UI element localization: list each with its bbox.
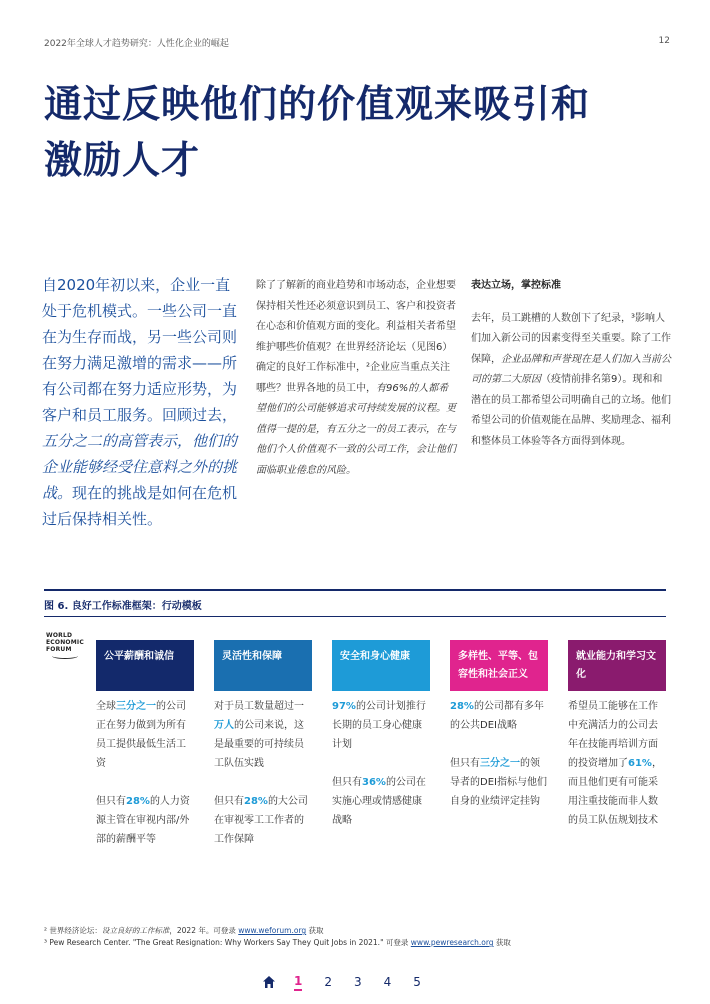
page-header <box>44 36 670 50</box>
stat-text: 但只有 <box>214 796 244 807</box>
stat-highlight: 28% <box>126 796 150 807</box>
column-2-text: 除了了解新的商业趋势和市场动态，企业想要保持相关性还必须意识到员工、客户和投资者在心态和价值观方面的变化。利益相关者希望维护哪些价值观？在世界经济论坛（见图6）确定的良好工作标准中，²企业应当重点关注哪些？世界各地的员工中， <box>256 280 456 394</box>
stat-text: 的人力资源主管在审视内部/外部的薪酬平等 <box>96 796 190 845</box>
pillar-stat <box>96 792 194 849</box>
document-title: 2022年全球人才趋势研究：人性化企业的崛起 <box>44 39 229 49</box>
body-column-2 <box>256 276 456 481</box>
column-3-emphasis: 企业品牌和声誉现在是人们加入当前公司的第二大原因 <box>471 353 671 385</box>
wef-swoosh-icon <box>52 653 78 659</box>
intro-part-3: 现在的挑战是如何在危机过后保持相关性。 <box>42 484 238 528</box>
stat-text: ，而且他们更有可能采用注重技能而非人数的员工队伍规划技术 <box>568 758 662 826</box>
pillar-flexibility <box>214 640 312 868</box>
page-navigation <box>262 972 443 992</box>
pillar-stat <box>450 697 548 735</box>
footnote-text: 获取 <box>493 938 511 947</box>
page-title-line-2: 激励人才 <box>44 138 201 182</box>
stat-highlight: 三分之一 <box>480 758 520 769</box>
intro-highlight: 五分之二的高管表示，他们的企业能够经受住意料之外的挑战。 <box>42 432 238 502</box>
body-column-3 <box>471 276 671 452</box>
footnote-emphasis: 设立良好的工作标准 <box>101 926 170 935</box>
stat-text: 对于员工数量超过一 <box>214 701 304 712</box>
page-link-1[interactable]: 1 <box>294 974 302 991</box>
pillar-stat <box>332 697 430 754</box>
footnote-2 <box>44 925 664 937</box>
footnotes <box>44 925 664 949</box>
stat-highlight: 三分之一 <box>116 701 156 712</box>
page-link-2[interactable]: 2 <box>324 975 332 989</box>
wef-logo-line-3: FORUM <box>46 646 72 653</box>
stat-text: 全球 <box>96 701 116 712</box>
page-link-5[interactable]: 5 <box>413 975 421 989</box>
stat-text: 的公司在实施心理或情感健康战略 <box>332 777 426 826</box>
home-icon[interactable] <box>262 975 276 989</box>
figure-title-rule <box>44 616 666 617</box>
pillar-stat <box>332 773 430 830</box>
pillar-stat <box>214 792 312 849</box>
footnote-text: ，2022 年。可登录 <box>169 926 239 935</box>
figure-title: 图 6. 良好工作标准框架：行动模板 <box>44 601 202 612</box>
pillar-stat <box>450 754 548 811</box>
pillar-stat <box>214 697 312 773</box>
pillar-body <box>96 691 194 849</box>
pewresearch-link[interactable]: www.pewresearch.org <box>410 938 494 947</box>
pillar-header: 多样性、平等、包容性和社会正义 <box>450 640 548 691</box>
page-title <box>44 76 664 188</box>
pillar-stat <box>96 697 194 773</box>
stat-highlight: 36% <box>362 777 386 788</box>
pillar-diversity <box>450 640 548 830</box>
pillar-header: 公平薪酬和诚信 <box>96 640 194 691</box>
intro-paragraph <box>42 272 242 532</box>
wef-logo-line-1: WORLD <box>46 632 73 639</box>
wef-logo <box>46 632 86 659</box>
pillar-employability <box>568 640 666 849</box>
pillar-header: 安全和身心健康 <box>332 640 430 691</box>
pillar-header: 就业能力和学习文化 <box>568 640 666 691</box>
pillar-body <box>332 691 430 830</box>
pillar-header: 灵活性和保障 <box>214 640 312 691</box>
stat-text: 的公司来说，这是最重要的可持续员工队伍实践 <box>214 720 304 769</box>
footnote-3 <box>44 937 664 949</box>
footnote-text: ³ Pew Research Center. "The Great Resignation: Why Workers Say They Quit Jobs in 2021." 可登录 <box>44 938 411 947</box>
column-3-heading: 表达立场，掌控标准 <box>471 280 561 291</box>
pillar-fair-pay <box>96 640 194 868</box>
stat-highlight: 61% <box>628 758 652 769</box>
stat-highlight: 万人 <box>214 720 234 731</box>
pillar-body <box>568 691 666 830</box>
wef-logo-line-2: ECONOMIC <box>46 639 84 646</box>
column-3-text-end: （疫情前排名第9）。现和和潜在的员工都希望公司明确自己的立场。他们希望公司的价值观能在品牌、奖励理念、福利和整体员工体验等各方面得到体现。 <box>471 374 671 447</box>
weforum-link[interactable]: www.weforum.org <box>238 926 307 935</box>
pillar-stat <box>568 697 666 830</box>
page-link-3[interactable]: 3 <box>354 975 362 989</box>
stat-text: 的公司都有多年的公共DEI战略 <box>450 701 544 731</box>
stat-text: 的领导者的DEI指标与他们自身的业绩评定挂钩 <box>450 758 547 807</box>
page-link-4[interactable]: 4 <box>383 975 392 989</box>
column-3-text: 去年，员工跳槽的人数创下了纪录，³影响人们加入新公司的因素变得至关重要。除了工作保障， <box>471 312 671 365</box>
stat-text: 的大公司在审视零工工作者的工作保障 <box>214 796 308 845</box>
footnote-text: ² 世界经济论坛： <box>44 926 102 935</box>
stat-text: 希望员工能够在工作中充满活力的公司去年在技能再培训方面的投资增加了 <box>568 701 658 769</box>
pillar-safety-wellbeing <box>332 640 430 849</box>
intro-part-1: 自2020年初以来，企业一直处于危机模式。一些公司一直在为生存而战，另一些公司则在努力满足激增的需求——所有公司都在努力适应形势，为客户和员工服务。回顾过去， <box>42 276 238 424</box>
footnote-text: 获取 <box>306 926 324 935</box>
figure-top-rule <box>44 589 666 591</box>
stat-text: 的公司正在努力做到为所有员工提供最低生活工资 <box>96 701 186 769</box>
stat-text: 但只有 <box>96 796 126 807</box>
stat-highlight: 28% <box>244 796 268 807</box>
page-number: 12 <box>658 36 670 46</box>
stat-text: 但只有 <box>450 758 480 769</box>
pillar-body <box>214 691 312 849</box>
stat-highlight: 97% <box>332 701 356 712</box>
column-2-emphasis: 有96%的人都希望他们的公司能够追求可持续发展的议程。更值得一提的是，有五分之一的员工表示，在与他们个人价值观不一致的公司工作，会让他们面临职业倦怠的风险。 <box>256 382 456 476</box>
column-3-paragraph <box>471 309 671 453</box>
stat-text: 但只有 <box>332 777 362 788</box>
stat-highlight: 28% <box>450 701 474 712</box>
page-title-line-1: 通过反映他们的价值观来吸引和 <box>44 82 591 126</box>
stat-text: 的公司计划推行长期的员工身心健康计划 <box>332 701 426 750</box>
pillar-body <box>450 691 548 811</box>
